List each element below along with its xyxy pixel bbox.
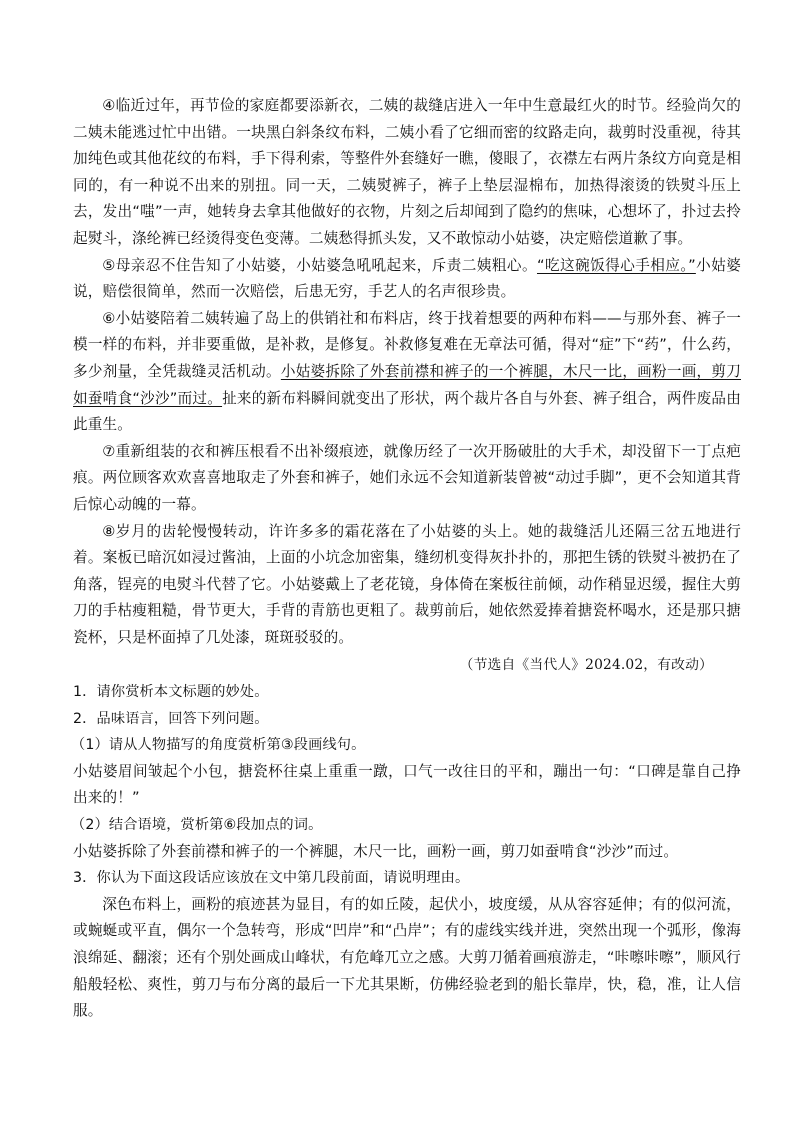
paragraph-5-text-a: ⑤母亲忍不住告知了小姑婆，小姑婆急吼吼起来，斥责二姨粗心。: [102, 256, 537, 274]
underlined-sentence: 小姑婆拆除了外套前襟和裤子的一个裤腿，木尺一比，画粉一画，剪刀如蚕啃食“沙沙”而过。: [73, 362, 741, 407]
question-2-part-2: （2）结合语境，赏析第⑥段加点的词。: [71, 817, 323, 834]
paragraph-6-text-a: ⑥小姑婆陪着二姨转遍了岛上的供销社和布料店，终于找着想要的两种布料——与那外套、裤子一模一样的布料，并非要重做，是补救，是修复。补救修复难在无章法可循，得对“症”下“药”，什么药，多少剂量，全凭裁缝灵活机动。: [73, 309, 741, 380]
question-2: 2．品味语言，回答下列问题。: [73, 710, 269, 727]
article-body: [73, 93, 741, 1025]
paragraph-7: ⑦重新组装的衣和裤压根看不出补缀痕迹，就像历经了一次开肠破肚的大手术，却没留下一丁点疤痕。两位顾客欢欢喜喜地取走了外套和裤子，她们永远不会知道新装曾被“动过手脚”，更不会知道其背后惊心动魄的一幕。: [73, 442, 741, 513]
question-2-part-1-excerpt: 小姑婆眉间皱起个小包，搪瓷杯往桌上重重一蹾，口气一改往日的平和，蹦出一句：“口碑是靠自己挣出来的！”: [73, 762, 741, 807]
paragraph-5-text-b: 小姑婆说，赔偿很简单，然而一次赔偿，后患无穷，手艺人的名声很珍贵。: [73, 256, 741, 301]
paragraph-8: ⑧岁月的齿轮慢慢转动，许许多多的霜花落在了小姑婆的头上。她的裁缝活儿还隔三岔五地进行着。案板已暗沉如浸过酱油，上面的小坑念加密集，缝纫机变得灰扑扑的，那把生锈的铁熨斗被扔在了角落，锃亮的电熨斗代替了它。小姑婆戴上了老花镜，身体倚在案板往前倾，动作稍显迟缓，握住大剪刀的手枯瘦粗糙，骨节更大，手背的青筋也更粗了。裁剪前后，她依然爱捧着搪瓷杯喝水，还是那只搪瓷杯，只是杯面掉了几处漆，斑斑驳驳的。: [73, 522, 741, 646]
paragraph-6: [73, 306, 741, 439]
paragraph-6-text-b: 扯来的新布料瞬间就变出了形状，两个裁片各自与外套、裤子组合，两件废品由此重生。: [73, 389, 741, 434]
question-2-part-1: （1）请从人物描写的角度赏析第③段画线句。: [71, 737, 366, 754]
underlined-quote: “吃这碗饭得心手相应。”: [536, 256, 696, 274]
question-1: 1．请你赏析本文标题的妙处。: [73, 684, 269, 701]
source-citation: （节选自《当代人》2024.02，有改动）: [459, 657, 713, 674]
question-2-part-2-excerpt: 小姑婆拆除了外套前襟和裤子的一个裤腿，木尺一比，画粉一画，剪刀如蚕啃食“沙沙”而过。: [73, 842, 679, 860]
paragraph-4: ④临近过年，再节俭的家庭都要添新衣，二姨的裁缝店进入一年中生意最红火的时节。经验尚欠的二姨未能逃过忙中出错。一块黑白斜条纹布料，二姨小看了它细而密的纹路走向，裁剪时没重视，待其加纯色或其他花纹的布料，手下得利索，等整件外套缝好一瞧，傻眼了，衣襟左右两片条纹方向竟是相同的，有一种说不出来的别扭。同一天，二姨熨裤子，裤子上垫层湿棉布，加热得滚烫的铁熨斗压上去，发出“嗤”一声，她转身去拿其他做好的衣物，片刻之后却闻到了隐约的焦味，心想坏了，扑过去拎起熨斗，涤纶裤已经烫得变色变薄。二姨愁得抓头发，又不敢惊动小姑婆，决定赔偿道歉了事。: [73, 97, 741, 247]
question-3-passage: 深色布料上，画粉的痕迹甚为显目，有的如丘陵，起伏小，坡度缓，从从容容延伸；有的似河流，或蜿蜒或平直，偶尔一个急转弯，形成“凹岸”和“凸岸”；有的虚线实线并进，突然出现一个弧形，像海浪绵延、翻滚；还有个别处画成山峰状，有危峰兀立之感。大剪刀循着画痕游走，“咔嚓咔嚓”，顺风行船般轻松、爽性，剪刀与布分离的最后一下尤其果断，仿佛经验老到的船长靠岸，快，稳，准，让人信服。: [73, 895, 741, 1020]
question-3: 3．你认为下面这段话应该放在文中第几段前面，请说明理由。: [73, 870, 470, 887]
paragraph-5: [73, 253, 741, 306]
